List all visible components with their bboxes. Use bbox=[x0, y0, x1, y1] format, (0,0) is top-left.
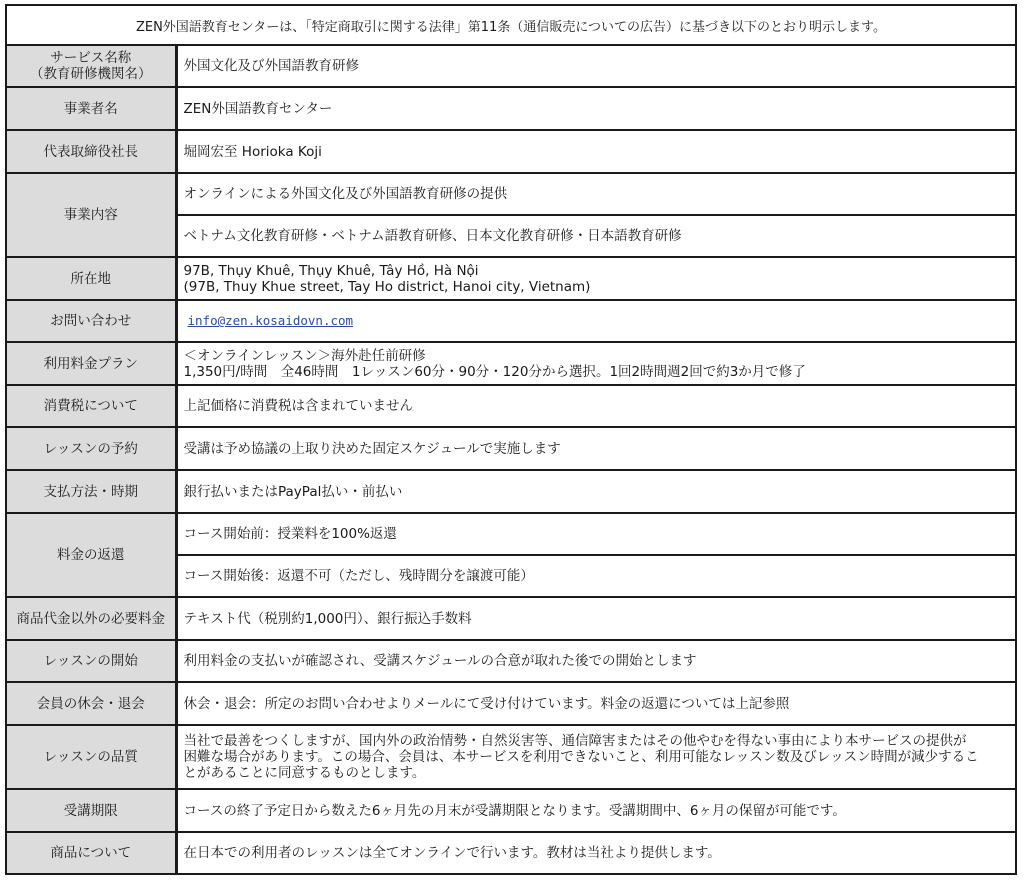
row-label-contact: お問い合わせ bbox=[6, 300, 176, 342]
row-value-product: 在日本での利用者のレッスンは全てオンラインで行います。教材は当社より提供します。 bbox=[176, 832, 1016, 874]
table-row bbox=[6, 640, 1016, 682]
table-row bbox=[6, 513, 1016, 555]
row-value-business-content-1: オンラインによる外国文化及び外国語教育研修の提供 bbox=[176, 173, 1016, 215]
row-value-booking: 受講は予め協議の上取り決めた固定スケジュールで実施します bbox=[176, 427, 1016, 470]
row-value-pricing bbox=[176, 342, 1016, 385]
table-row bbox=[6, 342, 1016, 385]
pricing-line: ＜オンラインレッスン＞海外赴任前研修 bbox=[183, 347, 426, 364]
contact-email-link[interactable]: info@zen.kosaidovn.com bbox=[187, 313, 354, 328]
row-label-payment: 支払方法・時期 bbox=[6, 470, 176, 513]
row-value-period: コースの終了予定日から数えた6ヶ月先の月末が受講期限となります。受講期間中、6ヶ月の保留が可能です。 bbox=[176, 789, 1016, 832]
address-line: 97B, Thụy Khuê, Thụy Khuê, Tây Hồ, Hà Nội bbox=[183, 262, 479, 279]
row-value-membership: 休会・退会：所定のお問い合わせよりメールにて受け付けています。料金の返還については上記参照 bbox=[176, 682, 1016, 725]
table-row bbox=[6, 427, 1016, 470]
row-label-period: 受講期限 bbox=[6, 789, 176, 832]
table-row bbox=[6, 87, 1016, 130]
row-label-line: （教育研修機関名） bbox=[30, 66, 152, 82]
row-value-refund-2: コース開始後：返還不可（ただし、残時間分を譲渡可能） bbox=[176, 555, 1016, 597]
row-label-lesson-start: レッスンの開始 bbox=[6, 640, 176, 682]
table-row bbox=[6, 682, 1016, 725]
row-label-product: 商品について bbox=[6, 832, 176, 874]
row-label-tax: 消費税について bbox=[6, 385, 176, 427]
pricing-line: 1,350円/時間 全46時間 1レッスン60分・90分・120分から選択。1回2時間週2回で約3か月で修了 bbox=[183, 363, 806, 380]
table-title: ZEN外国語教育センターは、「特定商取引に関する法律」第11条（通信販売についての広告）に基づき以下のとおり明示します。 bbox=[6, 5, 1016, 45]
row-label-booking: レッスンの予約 bbox=[6, 427, 176, 470]
row-value-quality bbox=[176, 725, 1016, 789]
table-row bbox=[6, 725, 1016, 789]
row-label-address: 所在地 bbox=[6, 257, 176, 300]
row-label-line: サービス名称 bbox=[50, 50, 132, 66]
row-label-service-name bbox=[6, 45, 176, 87]
row-value-business-content-2: ベトナム文化教育研修・ベトナム語教育研修、日本文化教育研修・日本語教育研修 bbox=[176, 215, 1016, 257]
table-row bbox=[6, 832, 1016, 874]
row-value-representative: 堀岡宏至 Horioka Koji bbox=[176, 130, 1016, 173]
row-label-quality: レッスンの品質 bbox=[6, 725, 176, 789]
row-label-membership: 会員の休会・退会 bbox=[6, 682, 176, 725]
row-value-address bbox=[176, 257, 1016, 300]
table-row bbox=[6, 257, 1016, 300]
row-value-contact bbox=[176, 300, 1016, 342]
row-label-refund: 料金の返還 bbox=[6, 513, 176, 597]
row-label-representative: 代表取締役社長 bbox=[6, 130, 176, 173]
row-value-service-name: 外国文化及び外国語教育研修 bbox=[176, 45, 1016, 87]
row-value-lesson-start: 利用料金の支払いが確認され、受講スケジュールの合意が取れた後での開始とします bbox=[176, 640, 1016, 682]
address-line: (97B, Thuy Khue street, Tay Ho district, Hanoi city, Vietnam) bbox=[183, 278, 591, 295]
row-label-business-content: 事業内容 bbox=[6, 173, 176, 257]
row-value-payment: 銀行払いまたはPayPal払い・前払い bbox=[176, 470, 1016, 513]
table-row bbox=[6, 130, 1016, 173]
row-label-pricing: 利用料金プラン bbox=[6, 342, 176, 385]
table-row bbox=[6, 300, 1016, 342]
title-row bbox=[6, 5, 1016, 45]
quality-line: とがあることに同意するものとします。 bbox=[183, 765, 426, 781]
table-row bbox=[6, 597, 1016, 640]
table-row bbox=[6, 385, 1016, 427]
row-value-tax: 上記価格に消費税は含まれていません bbox=[176, 385, 1016, 427]
page-edge bbox=[1019, 0, 1024, 888]
table-row bbox=[6, 45, 1016, 87]
commerce-disclosure-table bbox=[5, 4, 1017, 875]
row-label-business-name: 事業者名 bbox=[6, 87, 176, 130]
row-value-business-name: ZEN外国語教育センター bbox=[176, 87, 1016, 130]
quality-line: 困難な場合があります。この場合、会員は、本サービスを利用できないこと、利用可能なレッスン数及びレッスン時間が減少するこ bbox=[183, 749, 979, 765]
row-value-refund-1: コース開始前：授業料を100%返還 bbox=[176, 513, 1016, 555]
quality-line: 当社で最善をつくしますが、国内外の政治情勢・自然災害等、通信障害またはその他やむを得ない事由により本サービスの提供が bbox=[183, 733, 967, 749]
row-value-other-fees: テキスト代（税別約1,000円）、銀行振込手数料 bbox=[176, 597, 1016, 640]
row-label-other-fees: 商品代金以外の必要料金 bbox=[6, 597, 176, 640]
table-row bbox=[6, 789, 1016, 832]
table-row bbox=[6, 173, 1016, 215]
table-row bbox=[6, 470, 1016, 513]
